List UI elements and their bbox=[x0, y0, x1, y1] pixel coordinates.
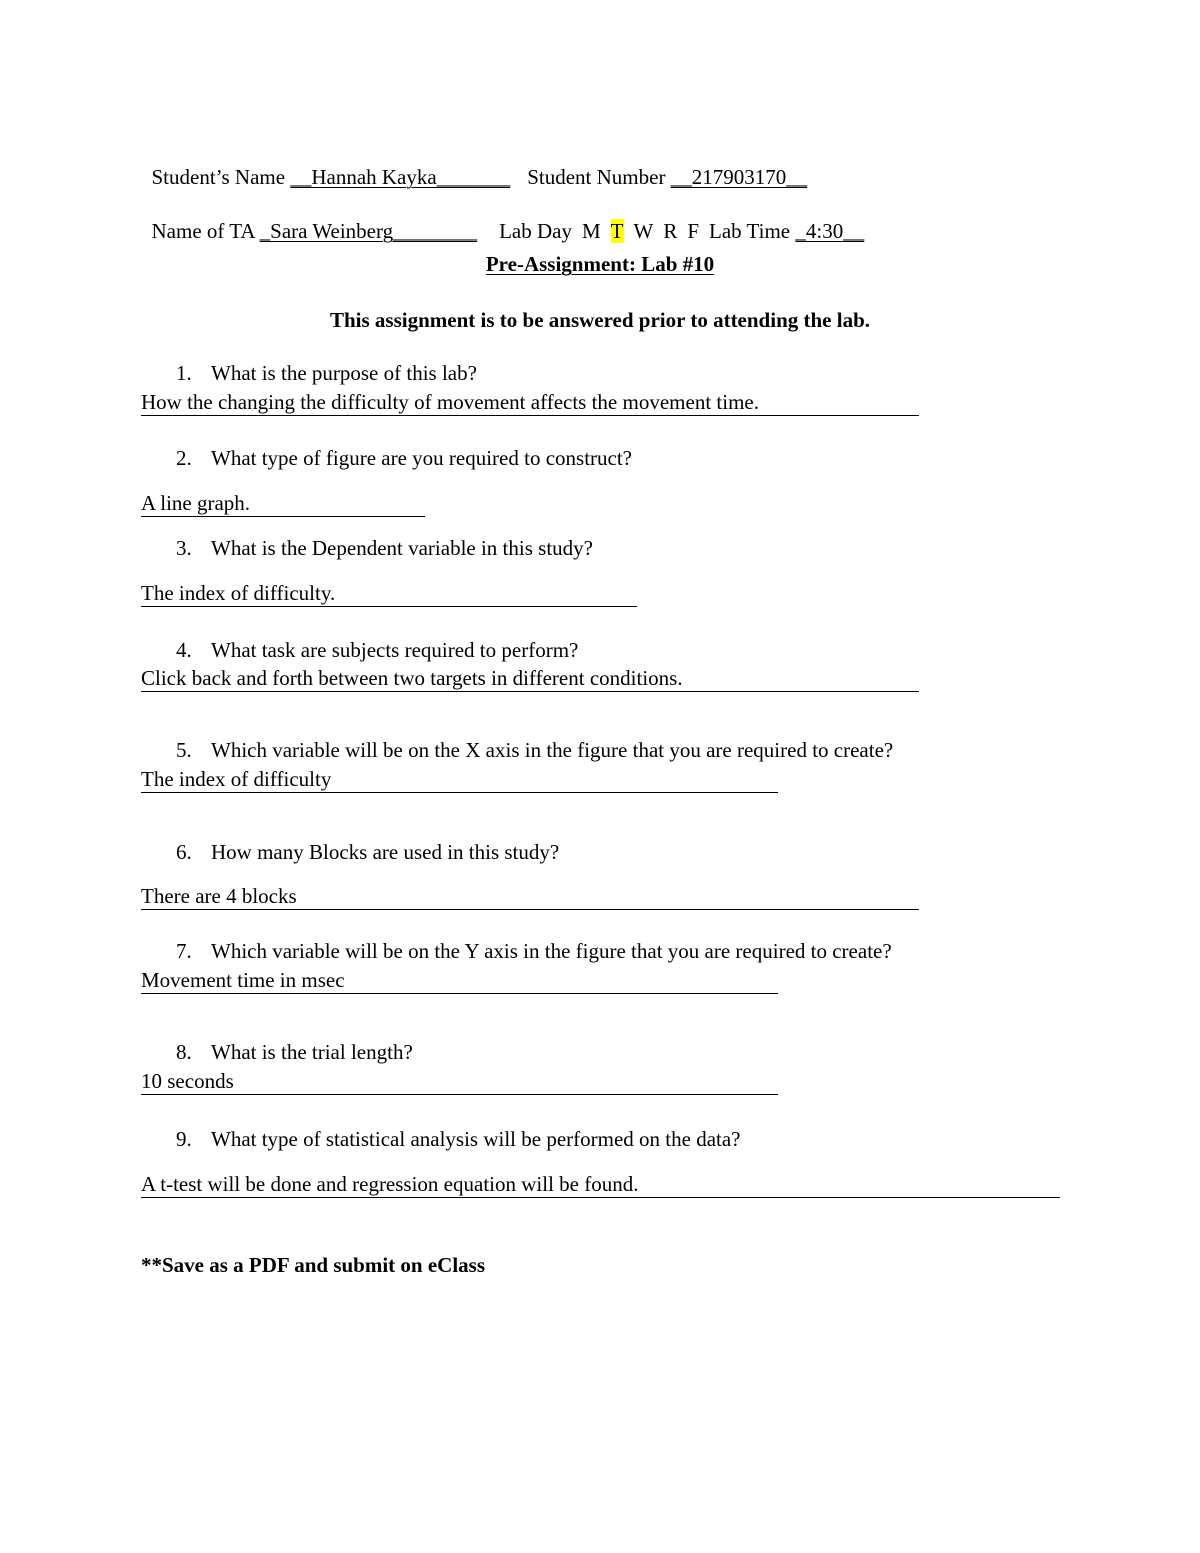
answer-8[interactable]: 10 seconds bbox=[141, 1071, 778, 1095]
answer-2[interactable]: A line graph. bbox=[141, 493, 425, 517]
question-number: 8. bbox=[176, 1040, 192, 1064]
question-number: 2. bbox=[176, 446, 192, 470]
question-text: How many Blocks are used in this study? bbox=[211, 840, 560, 864]
lab-time-field[interactable]: _4:30__ bbox=[795, 219, 865, 243]
ta-field[interactable]: _Sara Weinberg________ bbox=[259, 219, 478, 243]
question-text: Which variable will be on the Y axis in the figure that you are required to create? bbox=[211, 939, 892, 963]
question-number: 9. bbox=[176, 1127, 192, 1151]
page-title: Pre-Assignment: Lab #10 bbox=[485, 252, 715, 276]
question-number: 4. bbox=[176, 638, 192, 662]
student-info-row bbox=[141, 146, 807, 188]
answer-3[interactable]: The index of difficulty. bbox=[141, 583, 637, 607]
lab-info-row bbox=[141, 200, 864, 242]
question-number: 1. bbox=[176, 361, 192, 385]
question-2 bbox=[176, 448, 632, 469]
answer-4[interactable]: Click back and forth between two targets in different conditions. bbox=[141, 668, 919, 692]
lab-day-option-t-selected[interactable]: T bbox=[610, 219, 624, 243]
question-text: What type of statistical analysis will be performed on the data? bbox=[211, 1127, 741, 1151]
student-name-field[interactable]: __Hannah Kayka____ bbox=[290, 165, 479, 189]
question-6 bbox=[176, 842, 559, 863]
ta-label: Name of TA bbox=[151, 219, 260, 243]
question-3 bbox=[176, 538, 593, 559]
question-number: 3. bbox=[176, 536, 192, 560]
student-name-trail: ___ bbox=[478, 165, 511, 189]
question-5 bbox=[176, 740, 893, 761]
lab-time-label: Lab Time bbox=[709, 219, 796, 243]
answer-7[interactable]: Movement time in msec bbox=[141, 970, 778, 994]
question-9 bbox=[176, 1129, 741, 1150]
student-name-label: Student’s Name bbox=[151, 165, 291, 189]
lab-day-option-r[interactable]: R bbox=[663, 219, 678, 243]
student-number-label: Student Number bbox=[527, 165, 671, 189]
question-8 bbox=[176, 1042, 413, 1063]
lab-day-option-w[interactable]: W bbox=[633, 219, 654, 243]
question-text: What type of figure are you required to construct? bbox=[211, 446, 632, 470]
question-text: Which variable will be on the X axis in the figure that you are required to create? bbox=[211, 738, 894, 762]
question-7 bbox=[176, 941, 892, 962]
lab-day-option-f[interactable]: F bbox=[687, 219, 700, 243]
question-number: 7. bbox=[176, 939, 192, 963]
student-number-field[interactable]: __217903170__ bbox=[670, 165, 808, 189]
answer-5[interactable]: The index of difficulty bbox=[141, 769, 778, 793]
answer-1[interactable]: How the changing the difficulty of movement affects the movement time. bbox=[141, 392, 919, 416]
lab-day-label: Lab Day bbox=[499, 219, 572, 243]
submission-note: **Save as a PDF and submit on eClass bbox=[141, 1253, 486, 1277]
question-text: What is the purpose of this lab? bbox=[211, 361, 477, 385]
lab-day-option-m[interactable]: M bbox=[581, 219, 601, 243]
answer-9[interactable]: A t-test will be done and regression equation will be found. bbox=[141, 1174, 1060, 1198]
question-number: 6. bbox=[176, 840, 192, 864]
instructions: This assignment is to be answered prior to attending the lab. bbox=[329, 308, 871, 332]
question-text: What is the trial length? bbox=[211, 1040, 413, 1064]
answer-6[interactable]: There are 4 blocks bbox=[141, 886, 919, 910]
question-4 bbox=[176, 640, 578, 661]
question-text: What is the Dependent variable in this study? bbox=[211, 536, 593, 560]
question-1 bbox=[176, 363, 477, 384]
question-number: 5. bbox=[176, 738, 192, 762]
question-text: What task are subjects required to perform? bbox=[211, 638, 579, 662]
